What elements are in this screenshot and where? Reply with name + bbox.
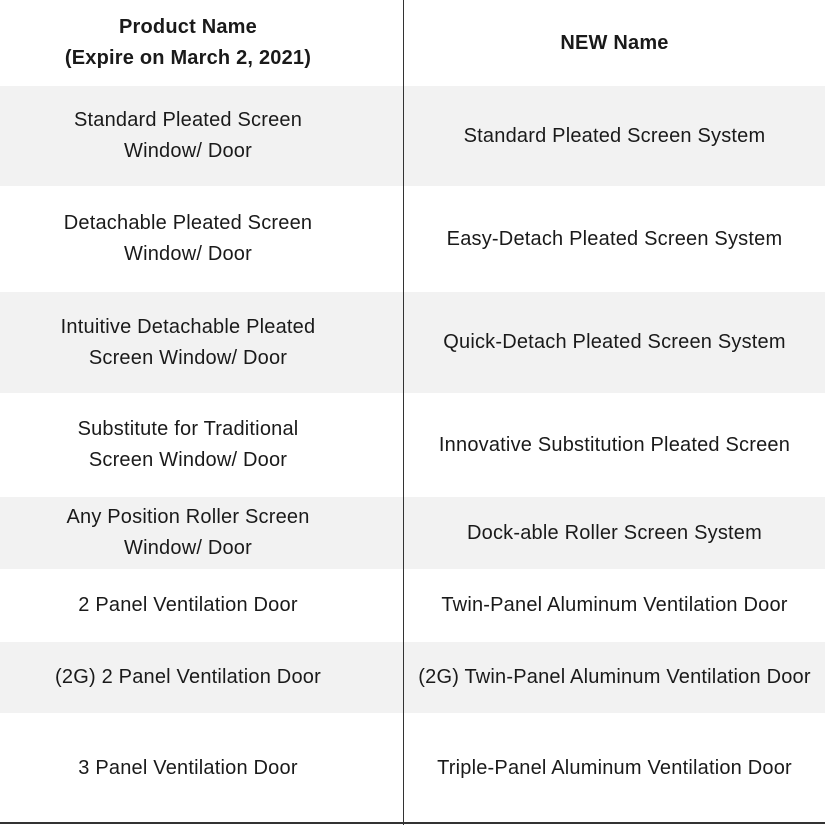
new-product-name: Easy-Detach Pleated Screen System bbox=[446, 227, 783, 250]
table-row bbox=[0, 186, 825, 292]
table-row bbox=[0, 497, 825, 569]
old-product-name: Detachable Pleated Screen Window/ Door bbox=[63, 212, 313, 265]
table-row bbox=[0, 569, 825, 642]
table-row bbox=[0, 86, 825, 186]
new-product-name: Twin-Panel Aluminum Ventilation Door bbox=[441, 594, 788, 616]
old-product-name: 2 Panel Ventilation Door bbox=[78, 594, 298, 616]
header-new-name: NEW Name bbox=[560, 31, 669, 54]
new-product-name: Quick-Detach Pleated Screen System bbox=[443, 331, 786, 353]
table-row bbox=[0, 393, 825, 497]
table-row bbox=[0, 713, 825, 823]
column-divider bbox=[403, 0, 404, 825]
old-product-name: (2G) 2 Panel Ventilation Door bbox=[55, 666, 321, 688]
old-product-name: Standard Pleated Screen Window/ Door bbox=[73, 109, 303, 162]
new-product-name: Standard Pleated Screen System bbox=[463, 124, 766, 147]
old-product-name: Substitute for Traditional Screen Window/ Door bbox=[77, 418, 299, 471]
old-product-name: Intuitive Detachable Pleated Screen Window/ Door bbox=[60, 315, 316, 369]
new-product-name: Triple-Panel Aluminum Ventilation Door bbox=[437, 756, 792, 779]
old-product-name: 3 Panel Ventilation Door bbox=[78, 756, 298, 779]
new-product-name: Dock-able Roller Screen System bbox=[467, 521, 762, 544]
new-product-name: (2G) Twin-Panel Aluminum Ventilation Door bbox=[418, 666, 811, 688]
table-header-row bbox=[0, 0, 825, 86]
table-row bbox=[0, 642, 825, 713]
old-product-name: Any Position Roller Screen Window/ Door bbox=[66, 506, 310, 559]
table-row bbox=[0, 292, 825, 393]
table-bottom-border bbox=[0, 822, 825, 824]
header-product-name: Product Name (Expire on March 2, 2021) bbox=[64, 16, 312, 69]
new-product-name: Innovative Substitution Pleated Screen bbox=[438, 433, 791, 456]
